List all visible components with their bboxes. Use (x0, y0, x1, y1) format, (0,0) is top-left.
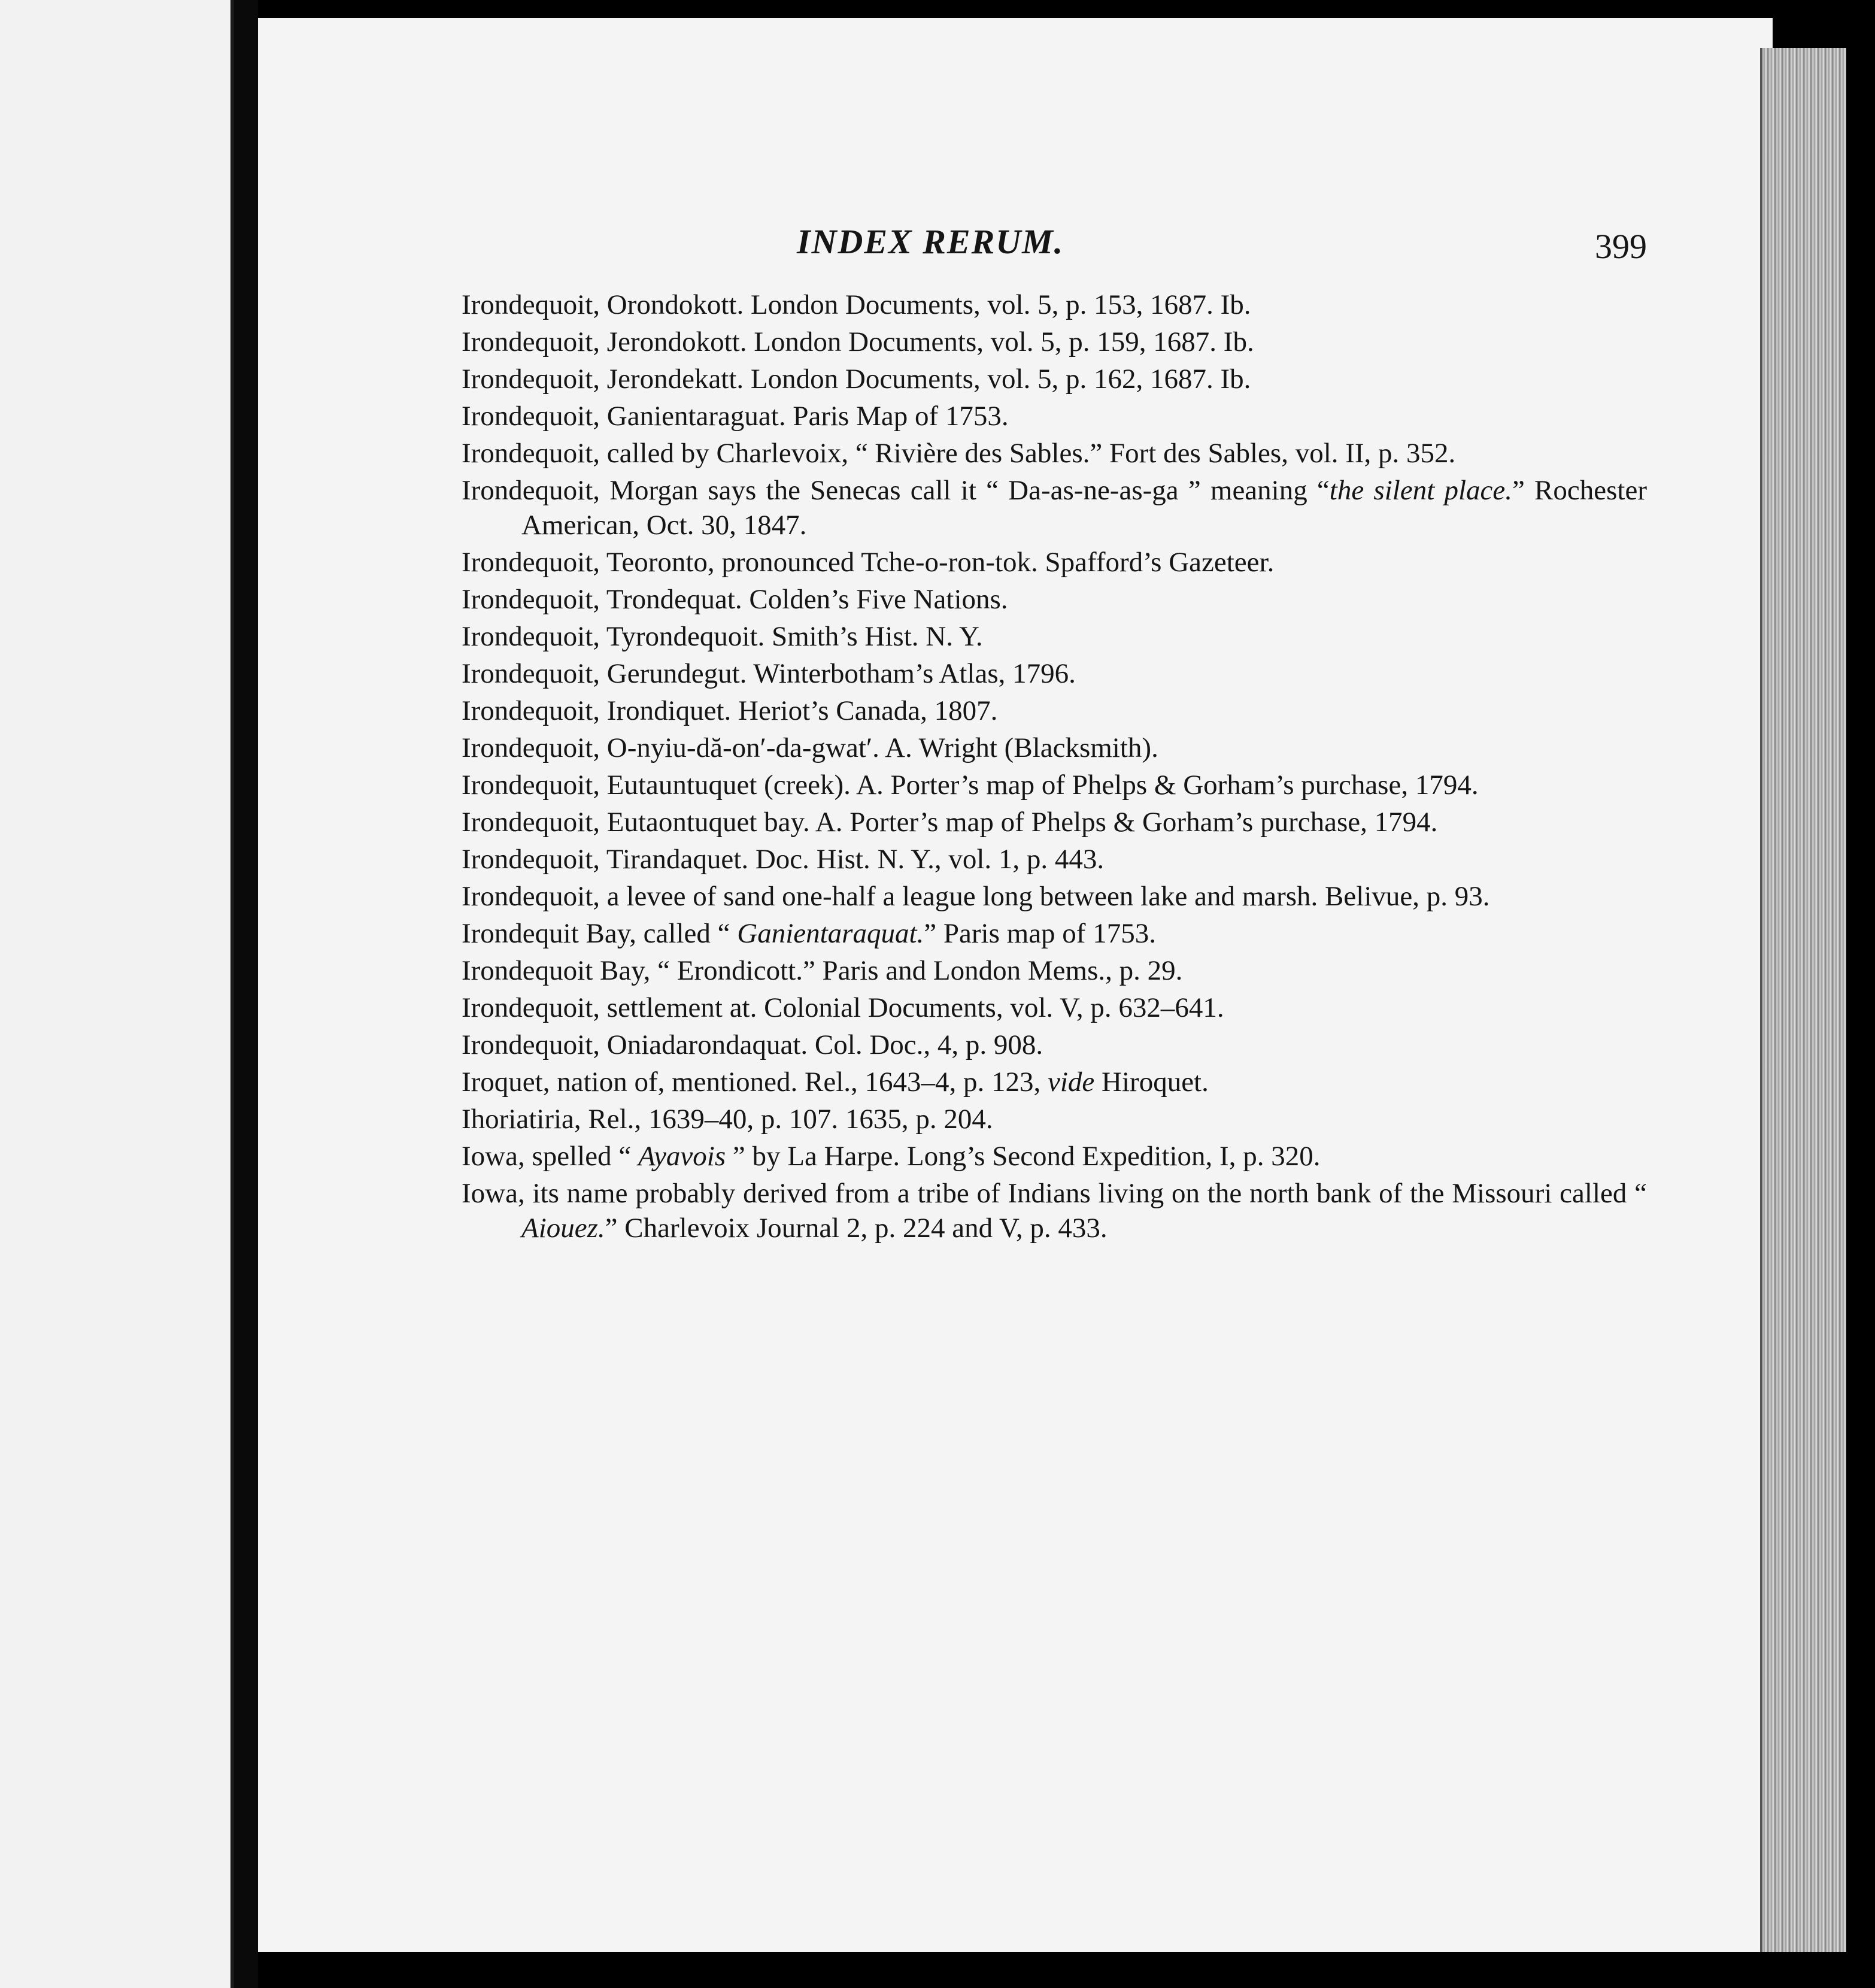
index-entry: Irondequoit, Irondiquet. Heriot’s Canada, 1807. (462, 695, 998, 726)
index-entry: Iowa, spelled “ Ayavois ” by La Harpe. Long’s Second Expedition, I, p. 320. (462, 1141, 1321, 1172)
index-entry: Irondequoit, Gerundegut. Winterbotham’s Atlas, 1796. (462, 658, 1076, 689)
index-entry: Irondequit Bay, called “ Ganientaraquat.” Paris map of 1753. (462, 918, 1156, 949)
index-entry: Irondequoit Bay, “ Erondicott.” Paris and London Mems., p. 29. (462, 955, 1183, 986)
index-entry: Iowa, its name probably derived from a tribe of Indians living on the north bank of the Missouri called “ Aiouez.” Charlevoix Journal 2, p. 224 and V, p. 433. (462, 1178, 1647, 1244)
page-content (462, 198, 1647, 1248)
index-entry: Irondequoit, Orondokott. London Documents, vol. 5, p. 153, 1687. Ib. (462, 289, 1251, 320)
index-entry: Irondequoit, Teoronto, pronounced Tche-o-ron-tok. Spafford’s Gazeteer. (462, 547, 1275, 578)
page-edges (1760, 48, 1846, 1952)
index-entry: Irondequoit, Jerondokott. London Documents, vol. 5, p. 159, 1687. Ib. (462, 326, 1254, 357)
left-page (0, 0, 234, 1988)
index-entry: Irondequoit, Tirandaquet. Doc. Hist. N. Y., vol. 1, p. 443. (462, 844, 1105, 875)
index-entry: Irondequoit, Morgan says the Senecas call it “ Da-as-ne-as-ga ” meaning “the silent place.” Rochester American, Oct. 30, 1847. (462, 475, 1647, 541)
index-entries (462, 287, 1647, 1245)
index-entry: Irondequoit, Tyrondequoit. Smith’s Hist. N. Y. (462, 621, 983, 652)
running-head: INDEX RERUM. (797, 222, 1064, 261)
index-entry: Irondequoit, Oniadarondaquat. Col. Doc., 4, p. 908. (462, 1029, 1043, 1060)
index-entry: Irondequoit, Ganientaraguat. Paris Map of 1753. (462, 401, 1009, 432)
index-entry: Iroquet, nation of, mentioned. Rel., 1643–4, p. 123, vide Hiroquet. (462, 1066, 1209, 1098)
page-number: 399 (1595, 227, 1647, 266)
index-entry: Ihoriatiria, Rel., 1639–40, p. 107. 1635, p. 204. (462, 1104, 993, 1135)
book-gutter (234, 0, 258, 1988)
page-header (462, 198, 1647, 269)
index-entry: Irondequoit, Trondequat. Colden’s Five Nations. (462, 584, 1008, 615)
index-entry: Irondequoit, Eutaontuquet bay. A. Porter’s map of Phelps & Gorham’s purchase, 1794. (462, 807, 1438, 838)
index-entry: Irondequoit, O-nyiu-dă-on′-da-gwat′. A. Wright (Blacksmith). (462, 732, 1158, 763)
index-entry: Irondequoit, called by Charlevoix, “ Rivière des Sables.” Fort des Sables, vol. II, p. 352. (462, 438, 1456, 469)
index-entry: Irondequoit, settlement at. Colonial Documents, vol. V, p. 632–641. (462, 992, 1224, 1023)
index-entry: Irondequoit, Jerondekatt. London Documents, vol. 5, p. 162, 1687. Ib. (462, 363, 1251, 395)
index-entry: Irondequoit, Eutauntuquet (creek). A. Porter’s map of Phelps & Gorham’s purchase, 1794. (462, 769, 1479, 801)
right-page (258, 18, 1773, 1952)
index-entry: Irondequoit, a levee of sand one-half a league long between lake and marsh. Belivue, p. 93. (462, 881, 1490, 912)
